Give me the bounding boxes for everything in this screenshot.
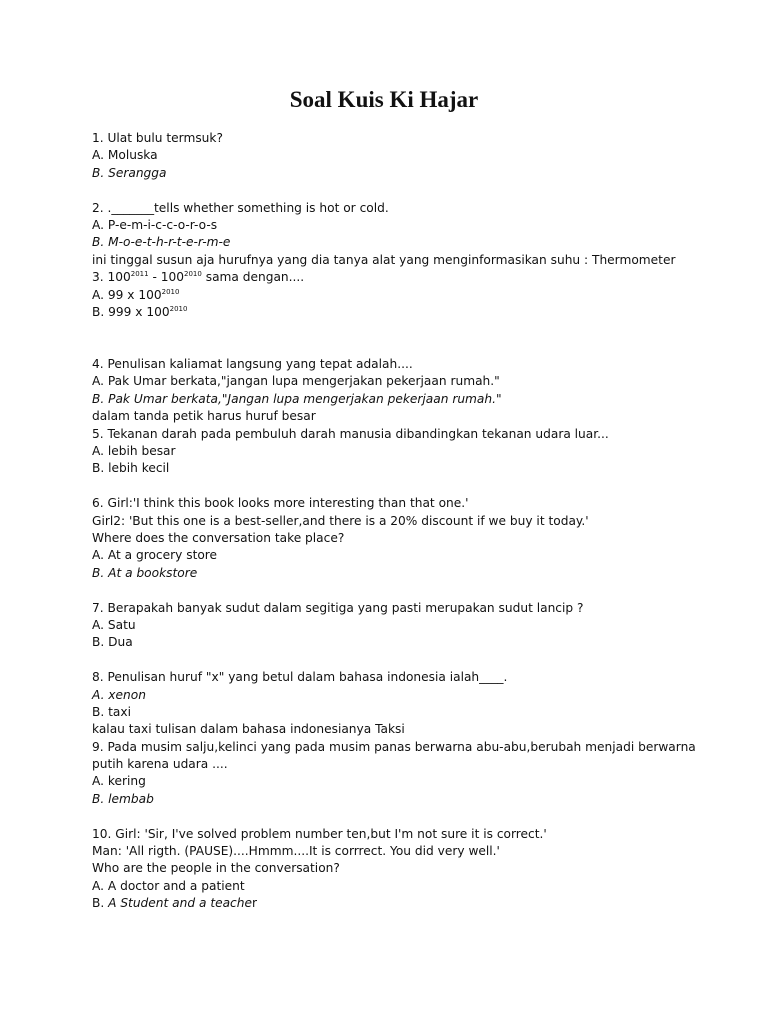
answer-note: kalau taxi tulisan dalam bahasa indonesianya Taksi	[92, 722, 405, 737]
option-a: A. kering	[92, 774, 146, 789]
option-b: B. Dua	[92, 635, 133, 650]
option-a: A. Satu	[92, 617, 136, 632]
option-b: B. At a bookstore	[92, 565, 198, 580]
option-a: A. P-e-m-i-c-c-o-r-o-s	[92, 217, 218, 232]
question-6-line-2: Girl2: 'But this one is a best-seller,and there is a 20% discount if we buy it today.'	[92, 513, 589, 528]
question-1: 1. Ulat bulu termsuk?	[92, 131, 223, 145]
question-9: 9. Pada musim salju,kelinci yang pada musim panas berwarna abu-abu,berubah menjadi berwarna	[92, 739, 696, 754]
option-b: B. M-o-e-t-h-r-t-e-r-m-e	[92, 235, 231, 250]
question-2: 2. ._______tells whether something is hot or cold.	[92, 200, 389, 215]
option-a: A. 99 x $100^{2010}$	[92, 287, 180, 302]
option-a: A. xenon	[92, 687, 146, 702]
option-b: B. lembab	[92, 791, 154, 806]
option-b: B. lebih kecil	[92, 461, 170, 476]
option-a: A. A doctor and a patient	[92, 878, 245, 893]
option-a: A. At a grocery store	[92, 548, 218, 563]
option-a: A. lebih besar	[92, 444, 176, 459]
option-b: B. 999 x $100^{2010}$	[92, 304, 188, 319]
answer-note: dalam tanda petik harus huruf besar	[92, 409, 316, 424]
option-b: B. A Student and a teacher	[92, 896, 258, 911]
option-a: A. Moluska	[92, 148, 158, 163]
option-b: B. Pak Umar berkata,"Jangan lupa mengerjakan pekerjaan rumah."	[92, 391, 502, 406]
question-6-line-3: Where does the conversation take place?	[92, 531, 345, 545]
answer-note: ini tinggal susun aja hurufnya yang dia tanya alat yang menginformasikan suhu : Thermometer	[92, 252, 676, 267]
option-b: B. Serangga	[92, 165, 167, 180]
option-b: B. taxi	[92, 704, 131, 719]
question-4: 4. Penulisan kaliamat langsung yang tepat adalah....	[92, 357, 413, 372]
question-5: 5. Tekanan darah pada pembuluh darah manusia dibandingkan tekanan udara luar...	[92, 426, 609, 441]
question-10: 10. Girl: 'Sir, I've solved problem number ten,but I'm not sure it is correct.'	[92, 826, 547, 841]
question-7: 7. Berapakah banyak sudut dalam segitiga yang pasti merupakan sudut lancip ?	[92, 600, 584, 615]
question-9-line-2: putih karena udara ....	[92, 757, 228, 772]
question-8: 8. Penulisan huruf "x" yang betul dalam bahasa indonesia ialah____.	[92, 670, 508, 685]
page-title: Soal Kuis Ki Hajar	[289, 87, 479, 112]
option-a: A. Pak Umar berkata,"jangan lupa mengerjakan pekerjaan rumah."	[92, 374, 500, 389]
question-3: 3. $100^{2011} - 100^{2010}$ sama dengan....	[92, 270, 305, 285]
question-10-line-2: Man: 'All rigth. (PAUSE)....Hmmm....It is corrrect. You did very well.'	[92, 844, 500, 859]
quiz-body	[92, 130, 696, 913]
question-6: 6. Girl:'I think this book looks more interesting than that one.'	[92, 496, 469, 511]
question-10-line-3: Who are the people in the conversation?	[92, 861, 340, 876]
